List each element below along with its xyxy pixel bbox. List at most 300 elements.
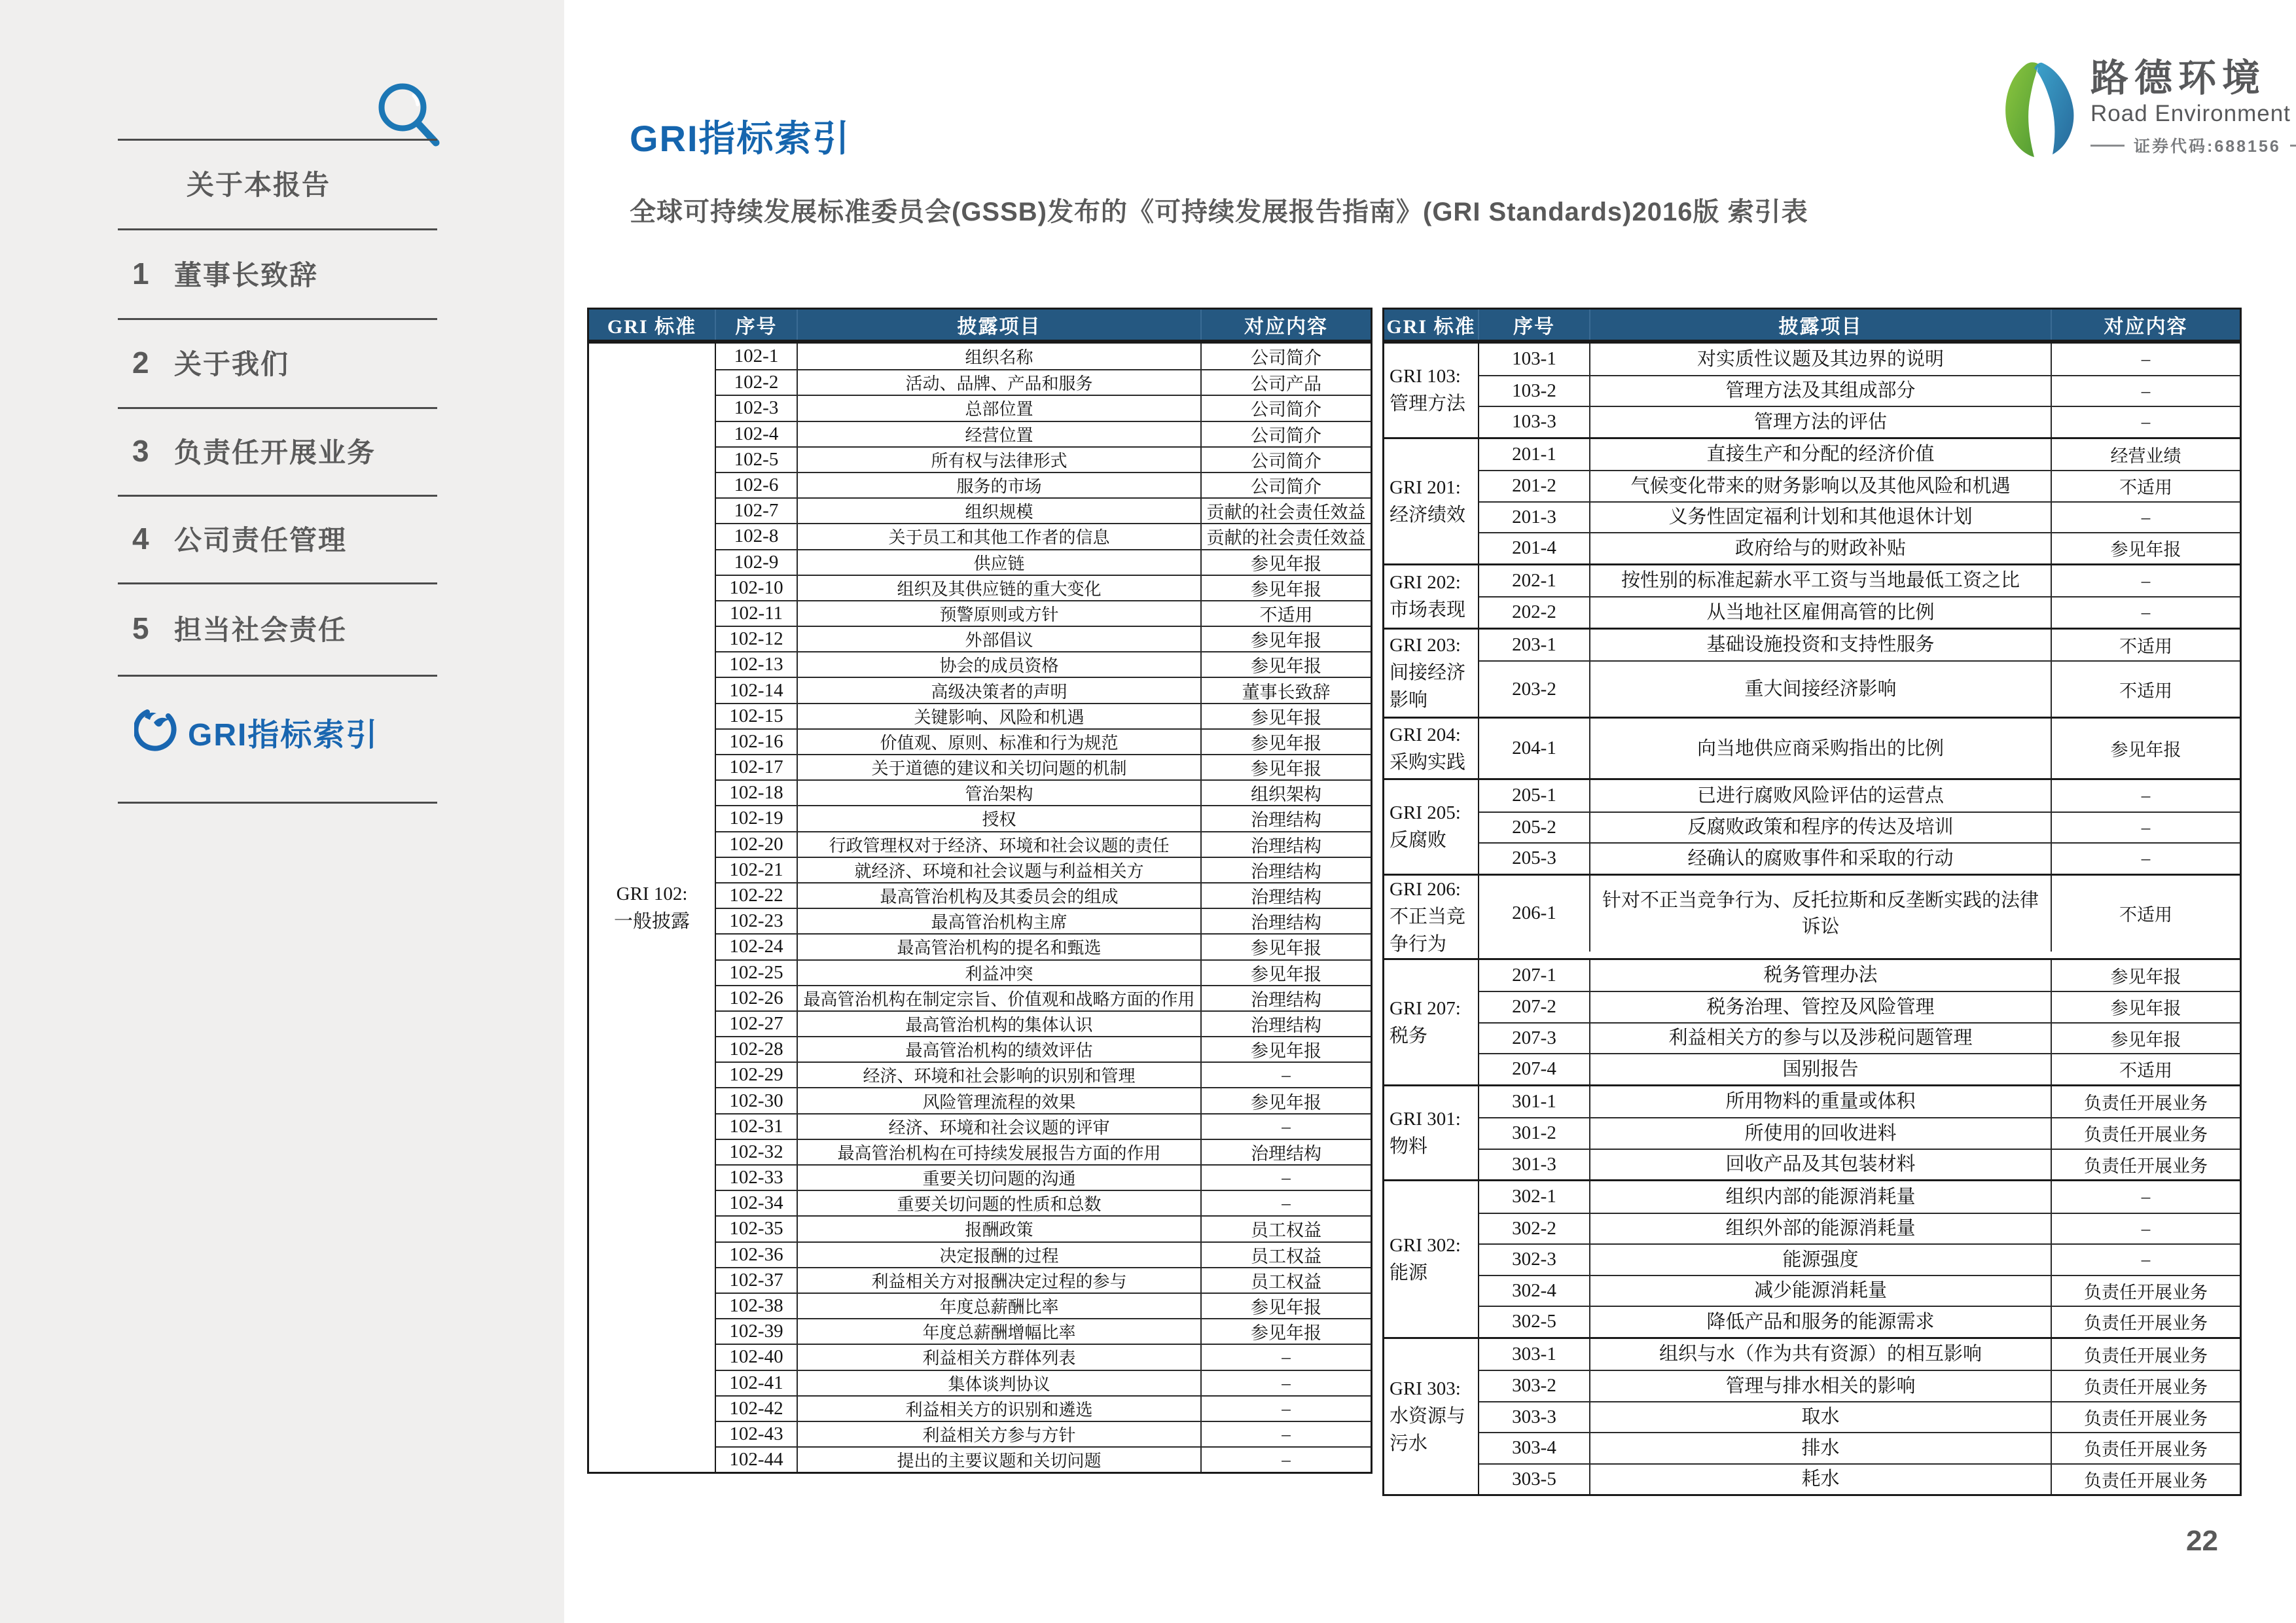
cell-disclosure-item: 经济、环境和社会影响的识别和管理 — [798, 1063, 1202, 1087]
cell-disclosure-number: 102-13 — [716, 652, 798, 677]
table-row — [716, 1344, 1371, 1369]
cell-disclosure-number: 103-1 — [1479, 344, 1590, 375]
cell-disclosure-item: 向当地供应商采购指出的比例 — [1590, 719, 2052, 778]
cell-corresponding-content: 参见年报 — [2110, 967, 2181, 987]
logo-leaf-icon — [2001, 58, 2079, 166]
gri-group — [589, 342, 1371, 1472]
cell-disclosure-item: 利益相关方的参与以及涉税问题管理 — [1590, 1024, 2052, 1054]
cell-disclosure-number: 102-26 — [716, 986, 798, 1010]
cell-corresponding-content: 治理结构 — [1251, 810, 1321, 830]
cell-corresponding-content: – — [1282, 1168, 1291, 1188]
table-row — [716, 1190, 1371, 1215]
table-row — [716, 959, 1371, 985]
cell-disclosure-item: 提出的主要议题和关切问题 — [798, 1448, 1202, 1472]
cell-disclosure-number: 207-1 — [1479, 960, 1590, 991]
table-row — [1479, 532, 2240, 563]
sidebar-item-gri-index-active[interactable] — [118, 705, 501, 758]
cell-corresponding-content: 负责任开展业务 — [2084, 1471, 2208, 1491]
gri-standard-label-line: GRI 302: — [1390, 1234, 1461, 1256]
cell-disclosure-number: 302-3 — [1479, 1245, 1590, 1275]
cell-corresponding-content: 治理结构 — [1251, 913, 1321, 933]
cell-disclosure-number: 102-33 — [716, 1166, 798, 1190]
cell-disclosure-item: 最高管治机构及其委员会的组成 — [798, 883, 1202, 908]
divider — [118, 495, 437, 497]
cell-corresponding-content: 员工权益 — [1251, 1246, 1321, 1266]
gri-standard-label — [1384, 960, 1479, 1084]
cell-disclosure-item: 义务性固定福利计划和其他退休计划 — [1590, 503, 2052, 533]
cell-disclosure-number: 102-43 — [716, 1422, 798, 1446]
cell-disclosure-item: 经营位置 — [798, 422, 1202, 446]
cell-disclosure-number: 102-8 — [716, 524, 798, 548]
table-row — [716, 600, 1371, 626]
cell-disclosure-item: 从当地社区雇佣高管的比例 — [1590, 597, 2052, 628]
cell-corresponding-content: 参见年报 — [1251, 1092, 1321, 1113]
cell-corresponding-content: 参见年报 — [1251, 707, 1321, 728]
cell-disclosure-item: 组织名称 — [798, 344, 1202, 369]
cell-disclosure-item: 能源强度 — [1590, 1245, 2052, 1275]
cell-corresponding-content: 参见年报 — [1251, 938, 1321, 959]
cell-disclosure-number: 302-2 — [1479, 1214, 1590, 1244]
cell-disclosure-number: 102-37 — [716, 1268, 798, 1293]
cell-disclosure-item: 直接生产和分配的经济价值 — [1590, 439, 2052, 471]
cell-corresponding-content: 公司产品 — [1251, 374, 1321, 395]
cell-corresponding-content: 员工权益 — [1251, 1272, 1321, 1292]
cell-disclosure-number: 207-2 — [1479, 992, 1590, 1022]
table-header-cell: 序号 — [1479, 310, 1590, 340]
gri-group — [1384, 628, 2240, 717]
table-row — [1479, 1181, 2240, 1213]
gri-standard-label-line: 管理方法 — [1390, 393, 1466, 415]
cell-disclosure-number: 201-3 — [1479, 503, 1590, 533]
gri-standard-label-line: GRI 301: — [1390, 1108, 1461, 1130]
gri-standard-label-line: GRI 103: — [1390, 366, 1461, 387]
sidebar-item-number: 1 — [132, 257, 149, 291]
cell-corresponding-content: 负责任开展业务 — [2084, 1378, 2208, 1398]
cell-disclosure-item: 取水 — [1590, 1402, 2052, 1433]
sidebar-item-social-responsibility[interactable] — [118, 607, 459, 649]
cell-disclosure-item: 按性别的标准起薪水平工资与当地最低工资之比 — [1590, 565, 2052, 597]
cell-corresponding-content: – — [1282, 1423, 1291, 1444]
cell-corresponding-content: 不适用 — [2119, 905, 2172, 925]
cell-disclosure-number: 303-4 — [1479, 1433, 1590, 1463]
table-row — [716, 857, 1371, 882]
gri-standard-label-line: 一般披露 — [613, 911, 690, 933]
cell-disclosure-number: 207-3 — [1479, 1024, 1590, 1054]
sidebar-item-label: 关于我们 — [174, 349, 290, 380]
gri-index-table-right — [1382, 308, 2242, 1496]
table-row — [716, 754, 1371, 779]
table-row — [1479, 876, 2240, 952]
table-row — [716, 446, 1371, 472]
gri-standard-label — [1384, 439, 1479, 563]
dash-line — [2090, 145, 2125, 147]
cell-disclosure-number: 301-1 — [1479, 1086, 1590, 1118]
cell-disclosure-item: 反腐败政策和程序的传达及培训 — [1590, 813, 2052, 843]
cell-corresponding-content: 董事长致辞 — [1242, 682, 1331, 702]
gri-standard-label-line: 污水 — [1390, 1433, 1428, 1455]
cell-disclosure-item: 供应链 — [798, 550, 1202, 575]
cell-corresponding-content: 公司简介 — [1251, 451, 1321, 471]
cell-corresponding-content: 负责任开展业务 — [2084, 1125, 2208, 1145]
gri-standard-label-line: 采购实践 — [1390, 751, 1466, 773]
sidebar-item-label: 关于本报告 — [187, 169, 331, 200]
cell-disclosure-number: 102-6 — [716, 473, 798, 497]
cell-disclosure-number: 102-20 — [716, 832, 798, 857]
sidebar-item-label: 董事长致辞 — [174, 260, 319, 291]
cell-corresponding-content: – — [2141, 349, 2151, 369]
cell-disclosure-item: 集体谈判协议 — [798, 1371, 1202, 1395]
cell-corresponding-content: 参见年报 — [1251, 631, 1321, 651]
cell-disclosure-item: 针对不正当竞争行为、反托拉斯和反垄断实践的法律诉讼 — [1590, 876, 2052, 952]
gri-standard-label — [1384, 780, 1479, 874]
cell-disclosure-item: 降低产品和服务的能源需求 — [1590, 1307, 2052, 1337]
table-row — [1479, 1117, 2240, 1149]
cell-disclosure-number: 102-19 — [716, 806, 798, 830]
cell-disclosure-item: 年度总薪酬比率 — [798, 1294, 1202, 1318]
table-header-cell: 披露项目 — [1590, 310, 2052, 340]
cell-disclosure-item: 就经济、环境和社会议题与利益相关方 — [798, 858, 1202, 882]
cell-disclosure-item: 回收产品及其包装材料 — [1590, 1150, 2052, 1180]
cell-corresponding-content: – — [2141, 570, 2151, 590]
gri-group — [1384, 437, 2240, 563]
sidebar-item-number: 2 — [132, 346, 149, 380]
cell-corresponding-content: 贡献的社会责任效益 — [1206, 528, 1366, 548]
divider — [118, 582, 437, 584]
sidebar-item-chairman-message[interactable] — [118, 253, 459, 294]
cell-disclosure-item: 组织外部的能源消耗量 — [1590, 1214, 2052, 1244]
cell-disclosure-item: 税务治理、管控及风险管理 — [1590, 992, 2052, 1022]
cell-corresponding-content: 负责任开展业务 — [2084, 1093, 2208, 1113]
cell-corresponding-content: – — [2141, 380, 2151, 401]
gri-index-table-left — [587, 308, 1372, 1474]
cell-disclosure-number: 102-28 — [716, 1037, 798, 1061]
gri-group — [1384, 717, 2240, 778]
table-header-cell: 对应内容 — [1244, 316, 1328, 338]
gri-standard-label-line: GRI 203: — [1390, 635, 1461, 656]
cell-disclosure-item: 外部倡议 — [798, 627, 1202, 651]
cell-disclosure-number: 102-16 — [716, 730, 798, 754]
cell-disclosure-number: 103-2 — [1479, 376, 1590, 406]
cell-corresponding-content: 参见年报 — [1251, 1298, 1321, 1318]
cell-disclosure-number: 202-2 — [1479, 597, 1590, 628]
gri-group — [1384, 1337, 2240, 1495]
cell-disclosure-number: 203-1 — [1479, 630, 1590, 661]
cell-disclosure-item: 管理与排水相关的影响 — [1590, 1371, 2052, 1401]
cell-disclosure-number: 102-24 — [716, 935, 798, 959]
cell-disclosure-number: 102-27 — [716, 1012, 798, 1036]
cell-corresponding-content: 参见年报 — [2110, 999, 2181, 1019]
table-row — [716, 1318, 1371, 1344]
cell-disclosure-item: 管理方法的评估 — [1590, 407, 2052, 437]
table-row — [716, 703, 1371, 728]
table-row — [716, 395, 1371, 420]
table-row — [1479, 660, 2240, 717]
cell-disclosure-number: 102-17 — [716, 755, 798, 779]
cell-disclosure-number: 205-1 — [1479, 780, 1590, 812]
cell-disclosure-item: 利益相关方对报酬决定过程的参与 — [798, 1268, 1202, 1293]
cell-disclosure-item: 授权 — [798, 806, 1202, 830]
table-row — [1479, 501, 2240, 533]
gri-standard-label-line: 税务 — [1390, 1025, 1428, 1046]
cell-corresponding-content: – — [1282, 1116, 1291, 1136]
cell-disclosure-item: 管理方法及其组成部分 — [1590, 376, 2052, 406]
cell-disclosure-number: 102-34 — [716, 1191, 798, 1215]
gri-standard-label-line: 间接经济 — [1390, 662, 1466, 684]
table-row — [716, 1139, 1371, 1164]
table-row — [1479, 1463, 2240, 1495]
cell-disclosure-number: 303-5 — [1479, 1465, 1590, 1495]
cell-disclosure-item: 最高管治机构在制定宗旨、价值观和战略方面的作用 — [798, 986, 1202, 1010]
cell-corresponding-content: 参见年报 — [1251, 579, 1321, 599]
cell-disclosure-number: 303-3 — [1479, 1402, 1590, 1433]
cell-corresponding-content: – — [2141, 848, 2151, 868]
gri-group — [1384, 1084, 2240, 1180]
cell-disclosure-number: 103-3 — [1479, 407, 1590, 437]
gri-standard-label-line: 经济绩效 — [1390, 504, 1466, 526]
gri-standard-label — [1384, 565, 1479, 628]
table-row — [1479, 1022, 2240, 1054]
cell-corresponding-content: 参见年报 — [1251, 554, 1321, 574]
table-row — [1479, 406, 2240, 437]
cell-disclosure-item: 经济、环境和社会议题的评审 — [798, 1115, 1202, 1139]
cell-corresponding-content: 参见年报 — [2110, 540, 2181, 560]
cell-disclosure-item: 政府给与的财政补贴 — [1590, 533, 2052, 563]
gri-standard-label — [1384, 719, 1479, 778]
table-row — [716, 1370, 1371, 1395]
table-row — [716, 1113, 1371, 1139]
cell-disclosure-item: 活动、品牌、产品和服务 — [798, 370, 1202, 395]
gri-standard-label-line: 水资源与 — [1390, 1406, 1466, 1427]
cell-disclosure-number: 203-2 — [1479, 662, 1590, 717]
sidebar-item-number: 4 — [132, 522, 149, 556]
cell-disclosure-number: 102-2 — [716, 370, 798, 395]
cell-disclosure-number: 102-32 — [716, 1140, 798, 1164]
sidebar-item-responsibility-management[interactable] — [118, 518, 459, 560]
cell-corresponding-content: 参见年报 — [1251, 1323, 1321, 1344]
cell-corresponding-content: 治理结构 — [1251, 836, 1321, 856]
table-header-cell: GRI 标准 — [589, 310, 716, 340]
table-row — [716, 728, 1371, 754]
table-row — [716, 1241, 1371, 1267]
cell-corresponding-content: – — [2141, 817, 2151, 837]
cell-disclosure-number: 102-40 — [716, 1345, 798, 1369]
cell-disclosure-item: 报酬政策 — [798, 1217, 1202, 1241]
table-row — [716, 549, 1371, 575]
cell-disclosure-number: 102-29 — [716, 1063, 798, 1087]
company-logo — [2001, 58, 2296, 166]
cell-corresponding-content: – — [1282, 1450, 1291, 1470]
cell-disclosure-item: 利益相关方参与方针 — [798, 1422, 1202, 1446]
table-row — [1479, 1243, 2240, 1275]
cell-disclosure-number: 102-30 — [716, 1088, 798, 1113]
table-row — [716, 421, 1371, 446]
table-row — [716, 1036, 1371, 1061]
cell-disclosure-number: 102-9 — [716, 550, 798, 575]
table-row — [716, 1087, 1371, 1113]
cell-disclosure-number: 102-10 — [716, 576, 798, 600]
cell-corresponding-content: 参见年报 — [1251, 759, 1321, 779]
sidebar-item-label: 公司责任管理 — [174, 525, 348, 556]
cell-disclosure-item: 年度总薪酬增幅比率 — [798, 1319, 1202, 1344]
cell-corresponding-content: – — [2141, 602, 2151, 622]
cell-corresponding-content: 员工权益 — [1251, 1221, 1321, 1241]
cell-disclosure-number: 102-42 — [716, 1397, 798, 1421]
cell-disclosure-number: 204-1 — [1479, 719, 1590, 778]
cell-corresponding-content: – — [2141, 507, 2151, 527]
cell-disclosure-item: 风险管理流程的效果 — [798, 1088, 1202, 1113]
table-row — [1479, 780, 2240, 812]
divider — [118, 802, 437, 804]
table-row — [1479, 439, 2240, 471]
table-row — [716, 1421, 1371, 1446]
table-row — [1479, 719, 2240, 778]
cell-corresponding-content: – — [2141, 1186, 2151, 1207]
gri-group — [1384, 563, 2240, 628]
cell-disclosure-item: 管治架构 — [798, 781, 1202, 805]
cell-disclosure-item: 最高管治机构在可持续发展报告方面的作用 — [798, 1140, 1202, 1164]
cell-disclosure-number: 102-14 — [716, 678, 798, 702]
table-row — [1479, 1401, 2240, 1433]
cell-disclosure-item: 耗水 — [1590, 1465, 2052, 1495]
cell-corresponding-content: 负责任开展业务 — [2084, 1408, 2208, 1429]
cell-disclosure-number: 201-2 — [1479, 471, 1590, 501]
cell-disclosure-number: 102-35 — [716, 1217, 798, 1241]
cell-disclosure-number: 302-4 — [1479, 1276, 1590, 1306]
table-header-cell: GRI 标准 — [1384, 310, 1479, 340]
cell-disclosure-number: 303-2 — [1479, 1371, 1590, 1401]
gri-standard-label — [589, 344, 716, 1472]
sidebar-item-about-us[interactable] — [118, 342, 459, 383]
table-row — [716, 1215, 1371, 1241]
cell-disclosure-number: 102-11 — [716, 601, 798, 626]
cell-disclosure-number: 102-1 — [716, 344, 798, 369]
cell-disclosure-number: 102-31 — [716, 1115, 798, 1139]
gri-group — [1384, 874, 2240, 958]
table-row — [1479, 1432, 2240, 1463]
table-row — [716, 472, 1371, 497]
table-row — [1479, 1370, 2240, 1401]
cell-disclosure-item: 组织内部的能源消耗量 — [1590, 1181, 2052, 1213]
gri-standard-label-line: GRI 205: — [1390, 802, 1461, 824]
page-title: GRI指标索引 — [630, 118, 851, 159]
cell-disclosure-item: 税务管理办法 — [1590, 960, 2052, 991]
gri-group — [1384, 958, 2240, 1084]
cell-disclosure-number: 201-1 — [1479, 439, 1590, 471]
table-row — [1479, 1149, 2240, 1180]
cell-corresponding-content: 负责任开展业务 — [2084, 1282, 2208, 1302]
table-row — [716, 344, 1371, 369]
cell-disclosure-number: 102-12 — [716, 627, 798, 651]
table-row — [716, 805, 1371, 830]
cell-disclosure-number: 102-39 — [716, 1319, 798, 1344]
gri-standard-label — [1384, 1339, 1479, 1495]
cell-corresponding-content: – — [2141, 785, 2151, 806]
sidebar-item-label: GRI指标索引 — [188, 717, 379, 753]
cell-disclosure-item: 价值观、原则、标准和行为规范 — [798, 730, 1202, 754]
table-row — [1479, 1306, 2240, 1337]
cell-disclosure-number: 201-4 — [1479, 533, 1590, 563]
cell-disclosure-item: 气候变化带来的财务影响以及其他风险和机遇 — [1590, 471, 2052, 501]
cell-disclosure-item: 决定报酬的过程 — [798, 1243, 1202, 1267]
cell-corresponding-content: 治理结构 — [1251, 990, 1321, 1010]
cell-disclosure-item: 利益冲突 — [798, 961, 1202, 985]
table-row — [716, 908, 1371, 933]
gri-standard-label-line: 影响 — [1390, 690, 1428, 711]
cell-corresponding-content: 不适用 — [2119, 478, 2172, 498]
table-row — [1479, 596, 2240, 628]
sidebar — [0, 0, 564, 1623]
table-row — [1479, 565, 2240, 597]
table-header-cell: 序号 — [716, 310, 798, 340]
cell-disclosure-item: 关于道德的建议和关切问题的机制 — [798, 755, 1202, 779]
cell-disclosure-item: 重要关切问题的沟通 — [798, 1166, 1202, 1190]
cell-corresponding-content: 不适用 — [2119, 636, 2172, 656]
table-row — [716, 369, 1371, 395]
cell-disclosure-number: 207-4 — [1479, 1054, 1590, 1084]
cell-disclosure-number: 302-1 — [1479, 1181, 1590, 1213]
cell-corresponding-content: 负责任开展业务 — [2084, 1313, 2208, 1334]
gri-standard-label — [1384, 876, 1479, 958]
cell-disclosure-number: 102-41 — [716, 1371, 798, 1395]
cell-disclosure-item: 重要关切问题的性质和总数 — [798, 1191, 1202, 1215]
gri-standard-label-line: GRI 204: — [1390, 724, 1461, 745]
cell-corresponding-content: 负责任开展业务 — [2084, 1440, 2208, 1460]
gri-standard-label-line: GRI 102: — [616, 883, 688, 905]
cell-disclosure-number: 102-22 — [716, 883, 798, 908]
cell-disclosure-item: 重大间接经济影响 — [1590, 662, 2052, 717]
cell-corresponding-content: – — [1282, 1065, 1291, 1085]
cell-disclosure-item: 对实质性议题及其边界的说明 — [1590, 344, 2052, 375]
cell-corresponding-content: 公司简介 — [1251, 425, 1321, 446]
sidebar-item-label: 担当社会责任 — [174, 615, 348, 645]
dash-line — [2290, 145, 2296, 147]
cell-disclosure-item: 最高管治机构的提名和甄选 — [798, 935, 1202, 959]
cell-disclosure-item: 关于员工和其他工作者的信息 — [798, 524, 1202, 548]
gri-standard-label — [1384, 630, 1479, 717]
table-row — [1479, 960, 2240, 991]
table-header-cell: 披露项目 — [798, 310, 1202, 340]
table-row — [716, 523, 1371, 548]
divider — [118, 675, 437, 677]
gri-standard-label-line: GRI 202: — [1390, 572, 1461, 593]
table-row — [716, 1164, 1371, 1190]
cell-disclosure-number: 102-25 — [716, 961, 798, 985]
cell-disclosure-item: 基础设施投资和支持性服务 — [1590, 630, 2052, 661]
cell-corresponding-content: 贡献的社会责任效益 — [1206, 503, 1366, 523]
cell-disclosure-item: 预警原则或方针 — [798, 601, 1202, 626]
cell-corresponding-content: 参见年报 — [1251, 1041, 1321, 1061]
cell-corresponding-content: 经营业绩 — [2110, 446, 2181, 466]
cell-corresponding-content: – — [2141, 412, 2151, 432]
cell-disclosure-item: 组织及其供应链的重大变化 — [798, 576, 1202, 600]
gri-standard-label-line: GRI 207: — [1390, 997, 1461, 1019]
cell-disclosure-item: 所用物料的重量或体积 — [1590, 1086, 2052, 1118]
cell-corresponding-content: 参见年报 — [2110, 740, 2181, 760]
sidebar-item-responsible-business[interactable] — [118, 430, 459, 472]
cell-disclosure-number: 205-3 — [1479, 844, 1590, 874]
table-row — [716, 1293, 1371, 1318]
cell-disclosure-item: 国别报告 — [1590, 1054, 2052, 1084]
gri-group — [1384, 342, 2240, 437]
table-row — [1479, 1275, 2240, 1306]
cell-corresponding-content: 负责任开展业务 — [2084, 1346, 2208, 1366]
cell-disclosure-item: 协会的成员资格 — [798, 652, 1202, 677]
gri-standard-label — [1384, 1181, 1479, 1337]
sidebar-item-about-report[interactable] — [118, 162, 514, 204]
table-row — [716, 575, 1371, 600]
table-row — [1479, 842, 2240, 874]
cell-disclosure-number: 102-23 — [716, 909, 798, 933]
